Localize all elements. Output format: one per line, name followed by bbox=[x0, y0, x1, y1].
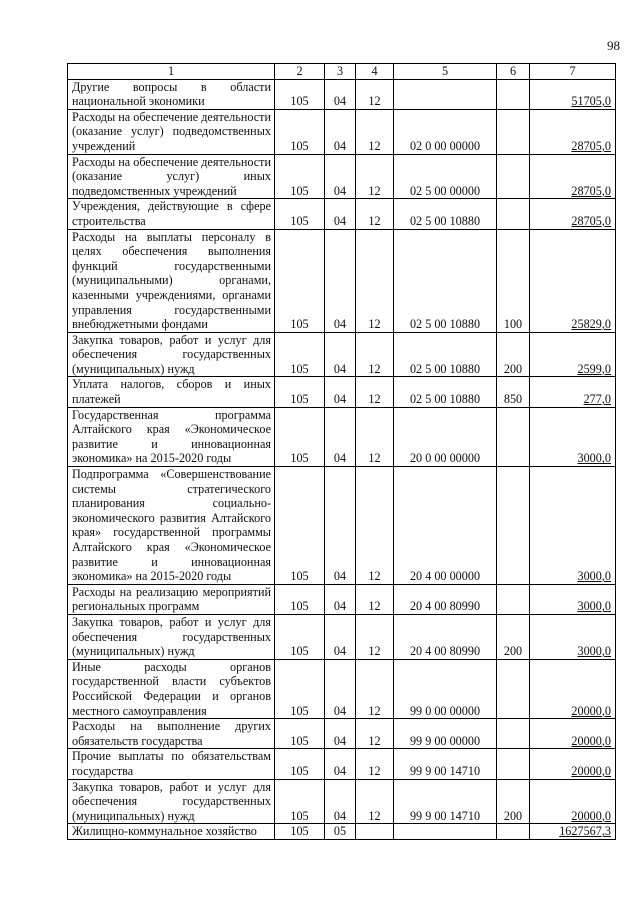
amount-value: 1627567,3 bbox=[559, 824, 611, 839]
row-name-cell: Расходы на реализацию мероприятий региональных программ bbox=[68, 584, 275, 614]
row-target-article-cell: 20 4 00 80990 bbox=[394, 614, 497, 659]
table-row bbox=[68, 614, 616, 659]
row-subsection-cell: 12 bbox=[356, 154, 394, 199]
row-amount-cell bbox=[530, 407, 616, 466]
row-amount-cell bbox=[530, 614, 616, 659]
row-expense-type-cell bbox=[497, 749, 530, 779]
table-row bbox=[68, 824, 616, 840]
row-expense-type-cell: 200 bbox=[497, 614, 530, 659]
row-name-cell: Жилищно-коммунальное хозяйство bbox=[68, 824, 275, 840]
row-section-cell: 04 bbox=[325, 719, 356, 749]
row-name-cell: Уплата налогов, сборов и иных платежей bbox=[68, 377, 275, 407]
table-row bbox=[68, 199, 616, 229]
row-amount-cell bbox=[530, 154, 616, 199]
row-target-article-cell: 99 9 00 14710 bbox=[394, 779, 497, 824]
header-cell: 7 bbox=[530, 64, 616, 80]
row-target-article-cell: 20 4 00 80990 bbox=[394, 584, 497, 614]
row-code-cell: 105 bbox=[275, 109, 325, 154]
row-subsection-cell: 12 bbox=[356, 467, 394, 585]
row-section-cell: 04 bbox=[325, 749, 356, 779]
row-name-cell: Расходы на обеспечение деятельности (оказание услуг) подведомственных учреждений bbox=[68, 109, 275, 154]
row-name-cell: Закупка товаров, работ и услуг для обеспечения государственных (муниципальных) нужд bbox=[68, 332, 275, 377]
row-subsection-cell: 12 bbox=[356, 584, 394, 614]
row-subsection-cell bbox=[356, 824, 394, 840]
table-row bbox=[68, 659, 616, 718]
amount-value: 277,0 bbox=[583, 392, 611, 407]
row-target-article-cell: 02 5 00 10880 bbox=[394, 332, 497, 377]
row-amount-cell bbox=[530, 659, 616, 718]
row-code-cell: 105 bbox=[275, 332, 325, 377]
row-subsection-cell: 12 bbox=[356, 407, 394, 466]
row-subsection-cell: 12 bbox=[356, 377, 394, 407]
page-number: 98 bbox=[607, 38, 620, 53]
row-subsection-cell: 12 bbox=[356, 109, 394, 154]
row-target-article-cell: 99 9 00 14710 bbox=[394, 749, 497, 779]
row-amount-cell bbox=[530, 79, 616, 109]
table-row bbox=[68, 407, 616, 466]
row-expense-type-cell bbox=[497, 407, 530, 466]
row-expense-type-cell bbox=[497, 199, 530, 229]
row-code-cell: 105 bbox=[275, 584, 325, 614]
row-code-cell: 105 bbox=[275, 659, 325, 718]
row-subsection-cell: 12 bbox=[356, 79, 394, 109]
amount-value: 20000,0 bbox=[571, 763, 611, 778]
header-cell: 5 bbox=[394, 64, 497, 80]
row-section-cell: 04 bbox=[325, 79, 356, 109]
row-section-cell: 04 bbox=[325, 407, 356, 466]
header-cell: 3 bbox=[325, 64, 356, 80]
table-row bbox=[68, 154, 616, 199]
row-name-cell: Прочие выплаты по обязательствам государства bbox=[68, 749, 275, 779]
row-amount-cell bbox=[530, 467, 616, 585]
row-target-article-cell bbox=[394, 824, 497, 840]
amount-value: 28705,0 bbox=[571, 213, 611, 228]
row-amount-cell bbox=[530, 332, 616, 377]
row-name-cell: Расходы на выплаты персоналу в целях обеспечения выполнения функций государственными (муниципальными) органами, казенными учреждениями, органами управления государственными внебюджетными фондами bbox=[68, 229, 275, 332]
row-name-cell: Государственная программа Алтайского края «Экономическое развитие и инновационная экономика» на 2015-2020 годы bbox=[68, 407, 275, 466]
row-expense-type-cell: 200 bbox=[497, 779, 530, 824]
amount-value: 3000,0 bbox=[577, 599, 611, 614]
row-target-article-cell: 02 5 00 10880 bbox=[394, 199, 497, 229]
row-subsection-cell: 12 bbox=[356, 779, 394, 824]
row-section-cell: 04 bbox=[325, 109, 356, 154]
row-name-cell: Подпрограмма «Совершенствование системы стратегического планирования социально-экономического развития Алтайского края» государственной программы Алтайского края «Экономическое развитие и инновационная экономика» на 2015-2020 годы bbox=[68, 467, 275, 585]
row-name-cell: Другие вопросы в области национальной экономики bbox=[68, 79, 275, 109]
row-target-article-cell: 02 0 00 00000 bbox=[394, 109, 497, 154]
table-header-row bbox=[68, 64, 616, 80]
row-target-article-cell: 02 5 00 10880 bbox=[394, 377, 497, 407]
row-amount-cell bbox=[530, 199, 616, 229]
row-amount-cell bbox=[530, 749, 616, 779]
table-row bbox=[68, 719, 616, 749]
row-section-cell: 04 bbox=[325, 614, 356, 659]
row-target-article-cell: 99 9 00 00000 bbox=[394, 719, 497, 749]
row-amount-cell bbox=[530, 779, 616, 824]
row-code-cell: 105 bbox=[275, 377, 325, 407]
row-expense-type-cell bbox=[497, 824, 530, 840]
table-row bbox=[68, 584, 616, 614]
amount-value: 2599,0 bbox=[577, 361, 611, 376]
row-section-cell: 04 bbox=[325, 377, 356, 407]
row-section-cell: 04 bbox=[325, 659, 356, 718]
amount-value: 28705,0 bbox=[571, 138, 611, 153]
row-target-article-cell bbox=[394, 79, 497, 109]
row-subsection-cell: 12 bbox=[356, 229, 394, 332]
row-code-cell: 105 bbox=[275, 614, 325, 659]
table-row bbox=[68, 779, 616, 824]
amount-value: 3000,0 bbox=[577, 644, 611, 659]
row-target-article-cell: 20 0 00 00000 bbox=[394, 407, 497, 466]
table-row bbox=[68, 467, 616, 585]
row-section-cell: 04 bbox=[325, 779, 356, 824]
amount-value: 20000,0 bbox=[571, 703, 611, 718]
row-expense-type-cell bbox=[497, 109, 530, 154]
row-name-cell: Учреждения, действующие в сфере строительства bbox=[68, 199, 275, 229]
row-name-cell: Расходы на обеспечение деятельности (оказание услуг) иных подведомственных учреждений bbox=[68, 154, 275, 199]
row-amount-cell bbox=[530, 109, 616, 154]
row-code-cell: 105 bbox=[275, 229, 325, 332]
row-expense-type-cell: 100 bbox=[497, 229, 530, 332]
row-subsection-cell: 12 bbox=[356, 719, 394, 749]
budget-table-body bbox=[68, 64, 616, 840]
header-cell: 1 bbox=[68, 64, 275, 80]
header-cell: 6 bbox=[497, 64, 530, 80]
row-code-cell: 105 bbox=[275, 407, 325, 466]
amount-value: 3000,0 bbox=[577, 569, 611, 584]
row-name-cell: Закупка товаров, работ и услуг для обеспечения государственных (муниципальных) нужд bbox=[68, 779, 275, 824]
row-section-cell: 04 bbox=[325, 584, 356, 614]
row-code-cell: 105 bbox=[275, 79, 325, 109]
header-cell: 4 bbox=[356, 64, 394, 80]
row-amount-cell bbox=[530, 719, 616, 749]
row-code-cell: 105 bbox=[275, 199, 325, 229]
row-amount-cell bbox=[530, 824, 616, 840]
table-row bbox=[68, 229, 616, 332]
row-section-cell: 04 bbox=[325, 229, 356, 332]
amount-value: 25829,0 bbox=[571, 317, 611, 332]
row-target-article-cell: 02 5 00 00000 bbox=[394, 154, 497, 199]
budget-table bbox=[67, 63, 616, 840]
row-expense-type-cell bbox=[497, 659, 530, 718]
row-code-cell: 105 bbox=[275, 154, 325, 199]
row-expense-type-cell bbox=[497, 719, 530, 749]
row-expense-type-cell: 850 bbox=[497, 377, 530, 407]
row-amount-cell bbox=[530, 377, 616, 407]
table-row bbox=[68, 109, 616, 154]
row-name-cell: Иные расходы органов государственной власти субъектов Российской Федерации и органов местного самоуправления bbox=[68, 659, 275, 718]
row-target-article-cell: 20 4 00 00000 bbox=[394, 467, 497, 585]
table-row bbox=[68, 377, 616, 407]
row-subsection-cell: 12 bbox=[356, 749, 394, 779]
row-expense-type-cell bbox=[497, 467, 530, 585]
row-section-cell: 04 bbox=[325, 199, 356, 229]
table-row bbox=[68, 332, 616, 377]
row-subsection-cell: 12 bbox=[356, 199, 394, 229]
row-section-cell: 05 bbox=[325, 824, 356, 840]
row-name-cell: Расходы на выполнение других обязательств государства bbox=[68, 719, 275, 749]
row-section-cell: 04 bbox=[325, 332, 356, 377]
row-code-cell: 105 bbox=[275, 719, 325, 749]
row-code-cell: 105 bbox=[275, 749, 325, 779]
row-code-cell: 105 bbox=[275, 779, 325, 824]
row-code-cell: 105 bbox=[275, 824, 325, 840]
table-row bbox=[68, 79, 616, 109]
row-amount-cell bbox=[530, 229, 616, 332]
row-section-cell: 04 bbox=[325, 154, 356, 199]
table-row bbox=[68, 749, 616, 779]
amount-value: 3000,0 bbox=[577, 451, 611, 466]
row-section-cell: 04 bbox=[325, 467, 356, 585]
row-expense-type-cell bbox=[497, 584, 530, 614]
row-code-cell: 105 bbox=[275, 467, 325, 585]
amount-value: 20000,0 bbox=[571, 733, 611, 748]
row-target-article-cell: 99 0 00 00000 bbox=[394, 659, 497, 718]
row-subsection-cell: 12 bbox=[356, 332, 394, 377]
row-expense-type-cell bbox=[497, 79, 530, 109]
row-expense-type-cell bbox=[497, 154, 530, 199]
amount-value: 51705,0 bbox=[571, 94, 611, 109]
amount-value: 20000,0 bbox=[571, 808, 611, 823]
amount-value: 28705,0 bbox=[571, 183, 611, 198]
row-name-cell: Закупка товаров, работ и услуг для обеспечения государственных (муниципальных) нужд bbox=[68, 614, 275, 659]
row-amount-cell bbox=[530, 584, 616, 614]
row-target-article-cell: 02 5 00 10880 bbox=[394, 229, 497, 332]
row-subsection-cell: 12 bbox=[356, 659, 394, 718]
row-expense-type-cell: 200 bbox=[497, 332, 530, 377]
header-cell: 2 bbox=[275, 64, 325, 80]
row-subsection-cell: 12 bbox=[356, 614, 394, 659]
